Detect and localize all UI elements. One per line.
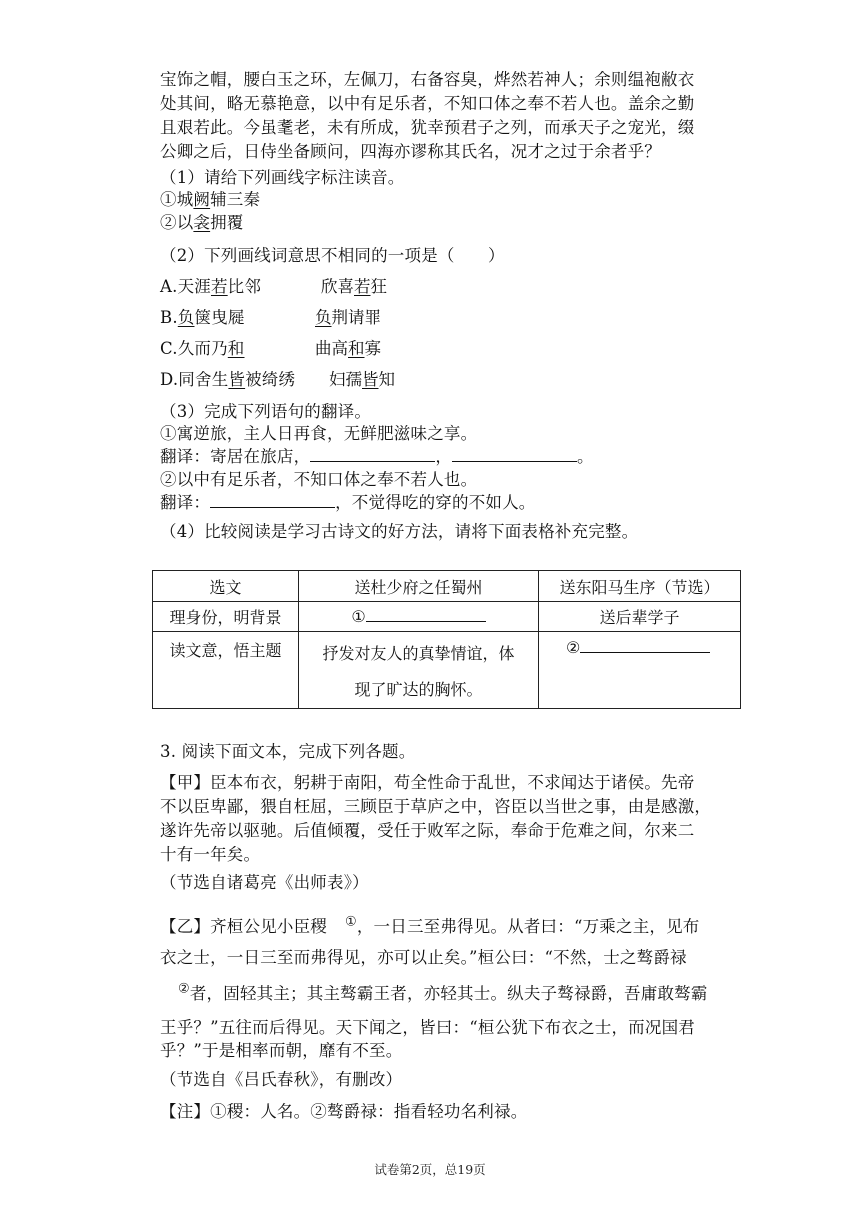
underlined-word: 和: [227, 339, 245, 358]
text: 寡: [364, 339, 381, 358]
text: 箧曳屣: [194, 308, 245, 327]
q2-option-d-compare: [329, 366, 395, 390]
underlined-word: 若: [210, 277, 228, 296]
option-label: C.: [160, 339, 178, 358]
passage-line: 公卿之后，日侍坐备顾问，四海亦谬称其氏名，况才之过于余者乎？: [160, 142, 661, 161]
answer-blank[interactable]: [210, 493, 335, 508]
q1-prompt: （1）请给下列画线字标注读音。: [160, 168, 405, 187]
text: 知: [378, 370, 395, 389]
text: ，不觉得吃的穿的不如人。: [335, 493, 536, 512]
text: 辅三秦: [210, 190, 261, 209]
jia-line: 【甲】臣本布衣，躬耕于南阳，苟全性命于乱世，不求闻达于诸侯。先帝: [160, 773, 695, 792]
q1-item-1: [160, 186, 260, 210]
text: ，: [435, 447, 453, 466]
underlined-char: 阙: [193, 190, 211, 209]
yi-line: [160, 980, 708, 1004]
underlined-word: 皆: [362, 370, 379, 389]
answer-blank[interactable]: [580, 638, 710, 653]
text: 同舍生: [178, 370, 229, 389]
section-3-title: 3. 阅读下面文本，完成下列各题。: [160, 742, 416, 761]
table-header: 送东阳马生序（节选）: [539, 571, 741, 602]
answer-blank[interactable]: [310, 447, 435, 462]
q2-option-b: [160, 304, 245, 328]
underlined-word: 皆: [228, 370, 246, 389]
text: 天涯: [177, 277, 211, 296]
q2-option-a: [160, 273, 261, 297]
yi-source: （节选自《吕氏春秋》，有删改）: [160, 1070, 403, 1089]
q2-option-d: [160, 366, 295, 390]
blank-number: ②: [566, 638, 581, 657]
jia-source: （节选自诸葛亮《出师表》）: [160, 873, 369, 892]
underlined-word: 负: [177, 308, 195, 327]
text: 翻译：: [160, 493, 211, 512]
text: 。: [577, 447, 594, 466]
table-cell: 送后辈学子: [539, 602, 741, 632]
footnote-marker: ①: [345, 914, 357, 930]
underlined-word: 和: [348, 339, 365, 358]
cell-text: 现了旷达的胸怀。: [354, 680, 483, 699]
option-label: A.: [160, 277, 178, 296]
table-cell: 读文意，悟主题: [153, 632, 299, 709]
text: 【乙】齐桓公见小臣稷: [160, 917, 327, 936]
passage-line: 宝饰之帽，腰白玉之环，左佩刀，右备容臭，烨然若神人；余则缊袍敝衣: [160, 70, 695, 89]
text: 曲高: [315, 339, 348, 358]
q2-option-b-compare: [315, 304, 381, 328]
table-header: 送杜少府之任蜀州: [299, 571, 539, 602]
cell-text: 抒发对友人的真挚情谊，体: [322, 644, 515, 663]
text: 被绮绣: [245, 370, 296, 389]
q2-option-a-compare: [321, 273, 387, 297]
q3-sentence-1: ①寓逆旅，主人日再食，无鲜肥滋味之享。: [160, 424, 478, 443]
q3-translation-1: [160, 443, 594, 467]
table-header-row: [153, 571, 741, 602]
text: 拥覆: [210, 213, 244, 232]
answer-blank[interactable]: [452, 447, 577, 462]
table-cell: [299, 632, 539, 709]
q3-prompt: （3）完成下列语句的翻译。: [160, 402, 372, 421]
q2-prompt: （2）下列画线词意思不相同的一项是（ ）: [160, 246, 505, 265]
table-row: [153, 632, 741, 709]
text: 妇孺: [329, 370, 362, 389]
text: ，一日三至弗得见。从者曰：“万乘之主，见布: [356, 917, 700, 936]
underlined-word: 若: [354, 277, 371, 296]
q1-item-2: [160, 209, 244, 233]
comparison-table: [152, 570, 741, 709]
text: 欣喜: [321, 277, 354, 296]
item-number: ②: [160, 213, 177, 232]
table-cell: [299, 602, 539, 632]
yi-line: 王乎？”五往而后得见。天下闻之，皆曰：“桓公犹下布衣之士，而况国君: [160, 1018, 695, 1037]
q3-sentence-2: ②以中有足乐者，不知口体之奉不若人也。: [160, 470, 478, 489]
q2-option-c: [160, 335, 245, 359]
footnote-marker: ②: [178, 981, 190, 997]
text: 比邻: [227, 277, 262, 296]
q4-prompt: （4）比较阅读是学习古诗文的好方法，请将下面表格补充完整。: [160, 522, 639, 541]
text: 荆请罪: [331, 308, 381, 327]
page-footer: 试卷第2页，总19页: [374, 1162, 486, 1177]
blank-number: ①: [351, 607, 366, 626]
item-number: ①: [160, 190, 177, 209]
jia-line: 遂许先帝以驱驰。后值倾覆，受任于败军之际，奉命于危难之间，尔来二: [160, 821, 695, 840]
underlined-word: 负: [315, 308, 332, 327]
yi-line: 衣之士，一日三至而弗得见，亦可以止矣。”桓公曰：“不然，士之骜爵禄: [160, 948, 687, 967]
footnote: 【注】①稷：人名。②骜爵禄：指看轻功名利禄。: [160, 1102, 528, 1121]
text: 城: [176, 190, 194, 209]
jia-line: 不以臣卑鄙，猥自枉屈，三顾臣于草庐之中，咨臣以当世之事，由是感激，: [160, 797, 712, 816]
q2-option-c-compare: [315, 335, 381, 359]
text: 久而乃: [177, 339, 228, 358]
text: 者，固轻其主；其主骜霸王者，亦轻其士。纵夫子骜禄爵，吾庸敢骜霸: [189, 984, 708, 1003]
passage-line: 处其间，略无慕艳意，以中有足乐者，不知口体之奉不若人也。盖余之勤: [160, 94, 695, 113]
underlined-char: 衾: [193, 213, 211, 232]
table-cell: 理身份，明背景: [153, 602, 299, 632]
yi-line: 乎？”于是相率而朝，靡有不至。: [160, 1041, 403, 1060]
text: 以: [176, 213, 194, 232]
table-row: [153, 602, 741, 632]
option-label: D.: [160, 370, 179, 389]
jia-line: 十有一年矣。: [160, 845, 261, 864]
q3-translation-2: [160, 489, 536, 513]
text: 狂: [370, 277, 387, 296]
answer-blank[interactable]: [366, 607, 486, 622]
option-label: B.: [160, 308, 178, 327]
table-header: 选文: [153, 571, 299, 602]
table-cell: [539, 632, 741, 709]
yi-line: [160, 913, 700, 937]
text: 翻译：寄居在旅店，: [160, 447, 311, 466]
passage-line: 且艰若此。今虽耄老，未有所成，犹幸预君子之列，而承天子之宠光，缀: [160, 118, 695, 137]
